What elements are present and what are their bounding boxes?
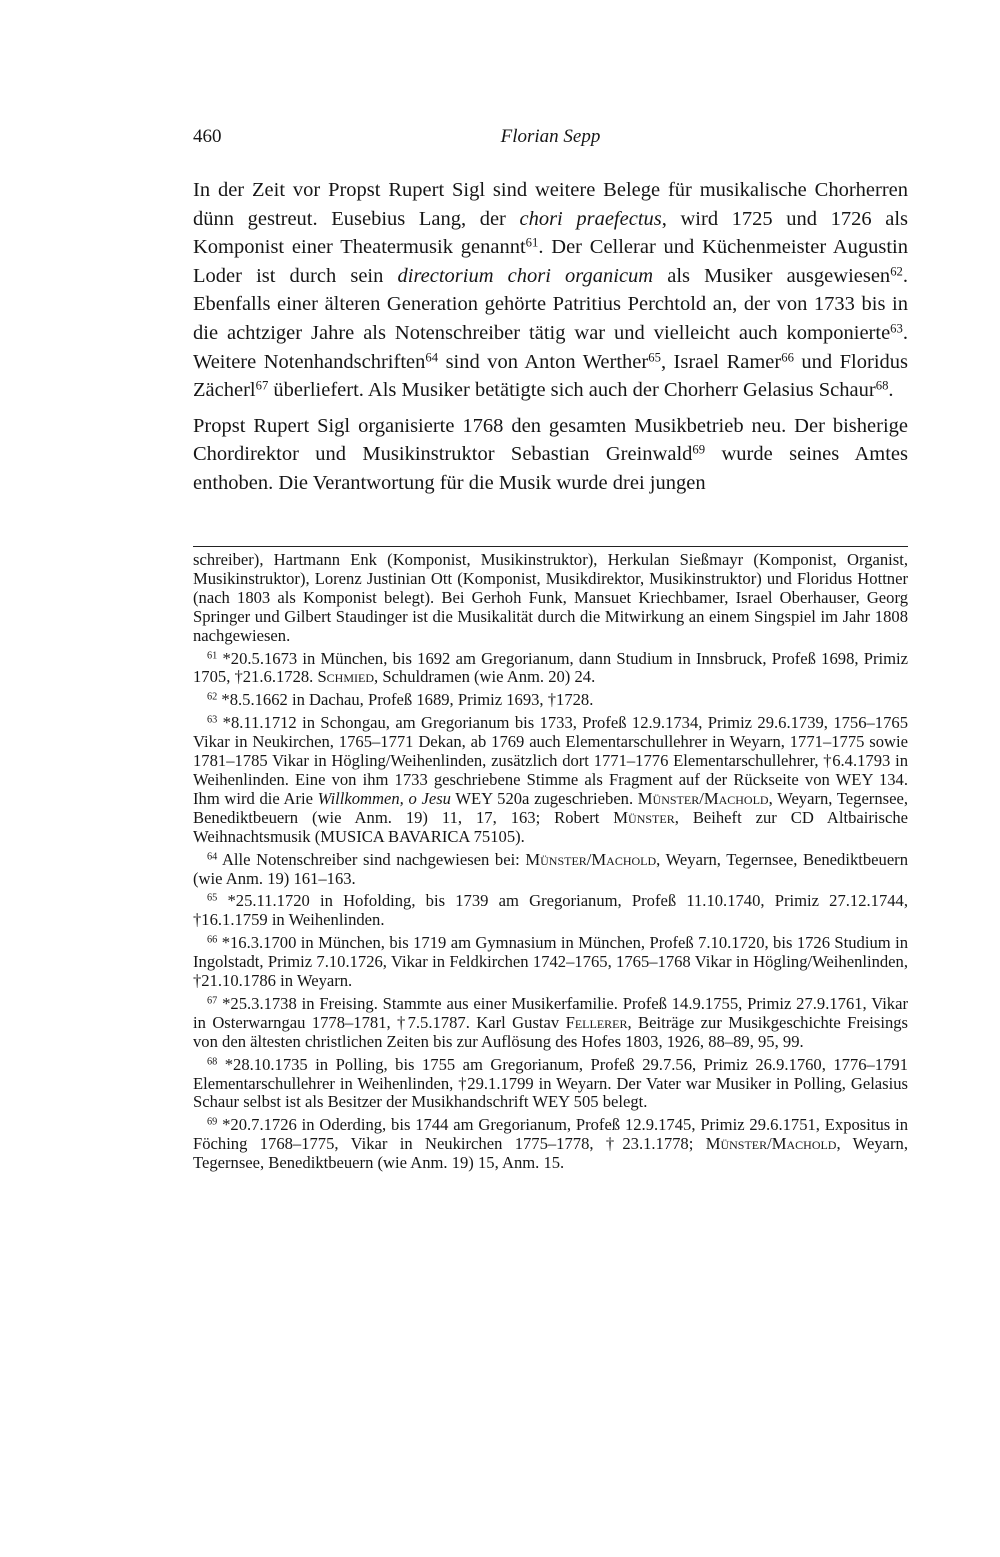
text-run: , Beiheft zur CD Altbairische Weihnachtsmusik (MUSICA BAVARICA 75105). [193, 807, 908, 846]
author-name: Schmied [317, 667, 375, 687]
footnote-ref-61: 61 [525, 235, 539, 250]
text-run: *8.5.1662 in Dachau, Profeß 1689, Primiz 1693, †1728. [217, 690, 594, 710]
footnote-66 [193, 934, 908, 991]
footnote-ref-64: 64 [425, 349, 439, 364]
footnote-65 [193, 892, 908, 930]
text-run: , Beiträge zur Musikgeschichte Freisings von den ältesten christlichen Zeiten bis zur Auflösung des Hofes 1803, 1926, 88–89, 95, 99. [193, 1012, 908, 1051]
text-run: Propst Rupert Sigl organisierte 1768 den gesamten Musikbetrieb neu. Der bisherige Chordirektor und Musikinstruktor Sebastian Greinwald [193, 414, 908, 466]
author-name: Fellerer [565, 1012, 628, 1032]
footnote-number: 69 [207, 1117, 218, 1129]
text-run: *28.10.1735 in Polling, bis 1755 am Gregorianum, Profeß 29.7.56, Primiz 26.9.1760, 1776–1791 Elementarschullehrer in Weihenlinden, †29.1.1799 in Weyarn. Der Vater war Musiker in Polling, Gelasius Schaur selbst ist als Besitzer der Musikhandschrift WEY 505 belegt. [193, 1054, 908, 1112]
italic-term: directorium chori organicum [397, 264, 654, 287]
footnote-number: 67 [207, 995, 218, 1007]
text-run: In der Zeit vor Propst Rupert Sigl sind weitere Belege für musikalische Chorherren dünn gestreut. Eusebius Lang, der [193, 179, 908, 230]
footnote-ref-63: 63 [890, 321, 903, 336]
text-run: als Musiker ausgewiesen [653, 264, 891, 287]
text-run: WEY 520a zugeschrieben. [450, 788, 638, 808]
page-number: 460 [193, 126, 222, 147]
footnote-64 [193, 851, 908, 889]
text-run: *20.5.1673 in München, bis 1692 am Gregorianum, dann Studium in Innsbruck, Profeß 1698, Primiz 1705, †21.6.1728. [193, 648, 908, 687]
footnote-ref-62: 62 [890, 264, 903, 279]
text-run: , wird 1725 und 1726 als Komponist einer Theatermusik genannt [193, 207, 909, 259]
footnote-63 [193, 714, 908, 846]
footnote-number: 65 [207, 893, 218, 905]
italic-title: Willkommen, o Jesu [317, 788, 451, 808]
paragraph-2 [193, 412, 908, 498]
footnote-continuation: schreiber), Hartmann Enk (Komponist, Musikinstruktor), Herkulan Sießmayr (Komponist, Organist, Musikinstruktor), Lorenz Justinian Ott (Komponist, Musikdirektor, Musikinstruktor) und Floridus Hottner (nach 1803 als Komponist belegt). Bei Gerhoh Funk, Mansuet Kriechbamer, Israel Oberhauser, Georg Springer und Gilbert Staudinger ist die Musikalität durch die Mitwirkung an einem Singspiel im Jahr 1808 nachgewiesen. [193, 550, 908, 645]
text-run: . [888, 379, 894, 402]
text-run: , Weyarn, Tegernsee, Benediktbeuern (wie Anm. 19) 161–163. [193, 849, 909, 888]
author-name: Münster [613, 807, 675, 827]
main-text [193, 176, 908, 498]
page-header [193, 122, 908, 152]
author-name: Münster/Machold [525, 849, 657, 869]
text-run: , Schuldramen (wie Anm. 20) 24. [374, 667, 596, 687]
text-run: *16.3.1700 in München, bis 1719 am Gymnasium in München, Profeß 7.10.1720, bis 1726 Studium in Ingolstadt, Primiz 7.10.1726, Vikar in Feldkirchen 1742–1765, 1765–1768 Vikar in Högling/Weihenlinden, †21.10.1786 in Weyarn. [193, 933, 908, 991]
paragraph-1 [193, 176, 908, 405]
text-run: , Weyarn, Tegernsee, Benediktbeuern (wie Anm. 19) 11, 17, 163; Robert [193, 788, 908, 827]
footnote-number: 62 [207, 692, 218, 703]
footnote-ref-68: 68 [875, 378, 889, 393]
footnote-number: 64 [207, 851, 218, 863]
footnote-ref-65: 65 [648, 349, 661, 364]
footnote-number: 68 [207, 1056, 218, 1068]
footnote-number: 66 [207, 934, 218, 946]
footnote-ref-69: 69 [692, 442, 706, 457]
footnote-number: 63 [207, 714, 218, 726]
text-run: *25.11.1720 in Hofolding, bis 1739 am Gregorianum, Profeß 11.10.1740, Primiz 27.12.1744, †16.1.1759 in Weihenlinden. [193, 891, 908, 930]
text-run: sind von Anton Werther [438, 350, 649, 373]
text-run: wurde seines Amtes enthoben. Die Verantwortung für die Musik wurde drei jungen [193, 443, 908, 494]
author-name: Münster/Machold [637, 788, 769, 808]
footnote-separator [193, 546, 908, 547]
text-run: überliefert. Als Musiker betätigte sich auch der Chorherr Gelasius Schaur [268, 379, 876, 402]
footnotes [193, 551, 908, 1173]
text-run: . Ebenfalls einer älteren Generation gehörte Patritius Perchtold an, der von 1733 bis in die achtziger Jahre als Notenschreiber tätig war und vielleicht auch komponierte [193, 264, 909, 344]
text-run: *8.11.1712 in Schongau, am Gregorianum bis 1733, Profeß 12.9.1734, Primiz 29.6.1739, 1756–1765 Vikar in Neukirchen, 1765–1771 Dekan, ab 1769 auch Elementarschullehrer in Weyarn, 1771–1775 sowie 1781–1785 Vikar in Högling/Weihenlinden, zusätzlich dort 1771–1776 Elementarschullehrer, †6.4.1793 in Weihenlinden. Eine von ihm 1733 geschriebene Stimme als Fragment auf der Rückseite von WEY 134. Ihm wird die Arie [193, 713, 908, 808]
text-run: und Floridus Zächerl [193, 350, 908, 402]
footnote-67 [193, 995, 908, 1052]
text-run: . Weitere Notenhandschriften [193, 321, 908, 373]
running-head: Florian Sepp [500, 126, 601, 147]
text-run: , Weyarn, Tegernsee, Benediktbeuern (wie Anm. 19) 15, Anm. 15. [193, 1134, 909, 1173]
footnote-number: 61 [207, 650, 218, 662]
footnote-69 [193, 1116, 908, 1173]
italic-term: chori praefectus [519, 207, 662, 230]
text-run: *20.7.1726 in Oderding, bis 1744 am Gregorianum, Profeß 12.9.1745, Primiz 29.6.1751, Expositus in Föching 1768–1775, Vikar in Neukirchen 1775–1778, †23.1.1778; [193, 1115, 908, 1154]
text-run: , Israel Ramer [660, 350, 782, 373]
footnote-61 [193, 650, 908, 688]
footnote-ref-66: 66 [781, 349, 794, 364]
author-name: Münster/Machold [705, 1134, 837, 1154]
footnote-68 [193, 1056, 908, 1113]
footnote-62 [193, 691, 908, 710]
text-run: *25.3.1738 in Freising. Stammte aus einer Musikerfamilie. Profeß 14.9.1755, Primiz 27.9.1761, Vikar in Osterwarngau 1778–1781, †7.5.1787. Karl Gustav [193, 993, 908, 1032]
footnote-ref-67: 67 [255, 378, 269, 393]
text-run: Alle Notenschreiber sind nachgewiesen bei: [217, 849, 526, 869]
text-run: . Der Cellerar und Küchenmeister Augustin Loder ist durch sein [193, 236, 908, 287]
